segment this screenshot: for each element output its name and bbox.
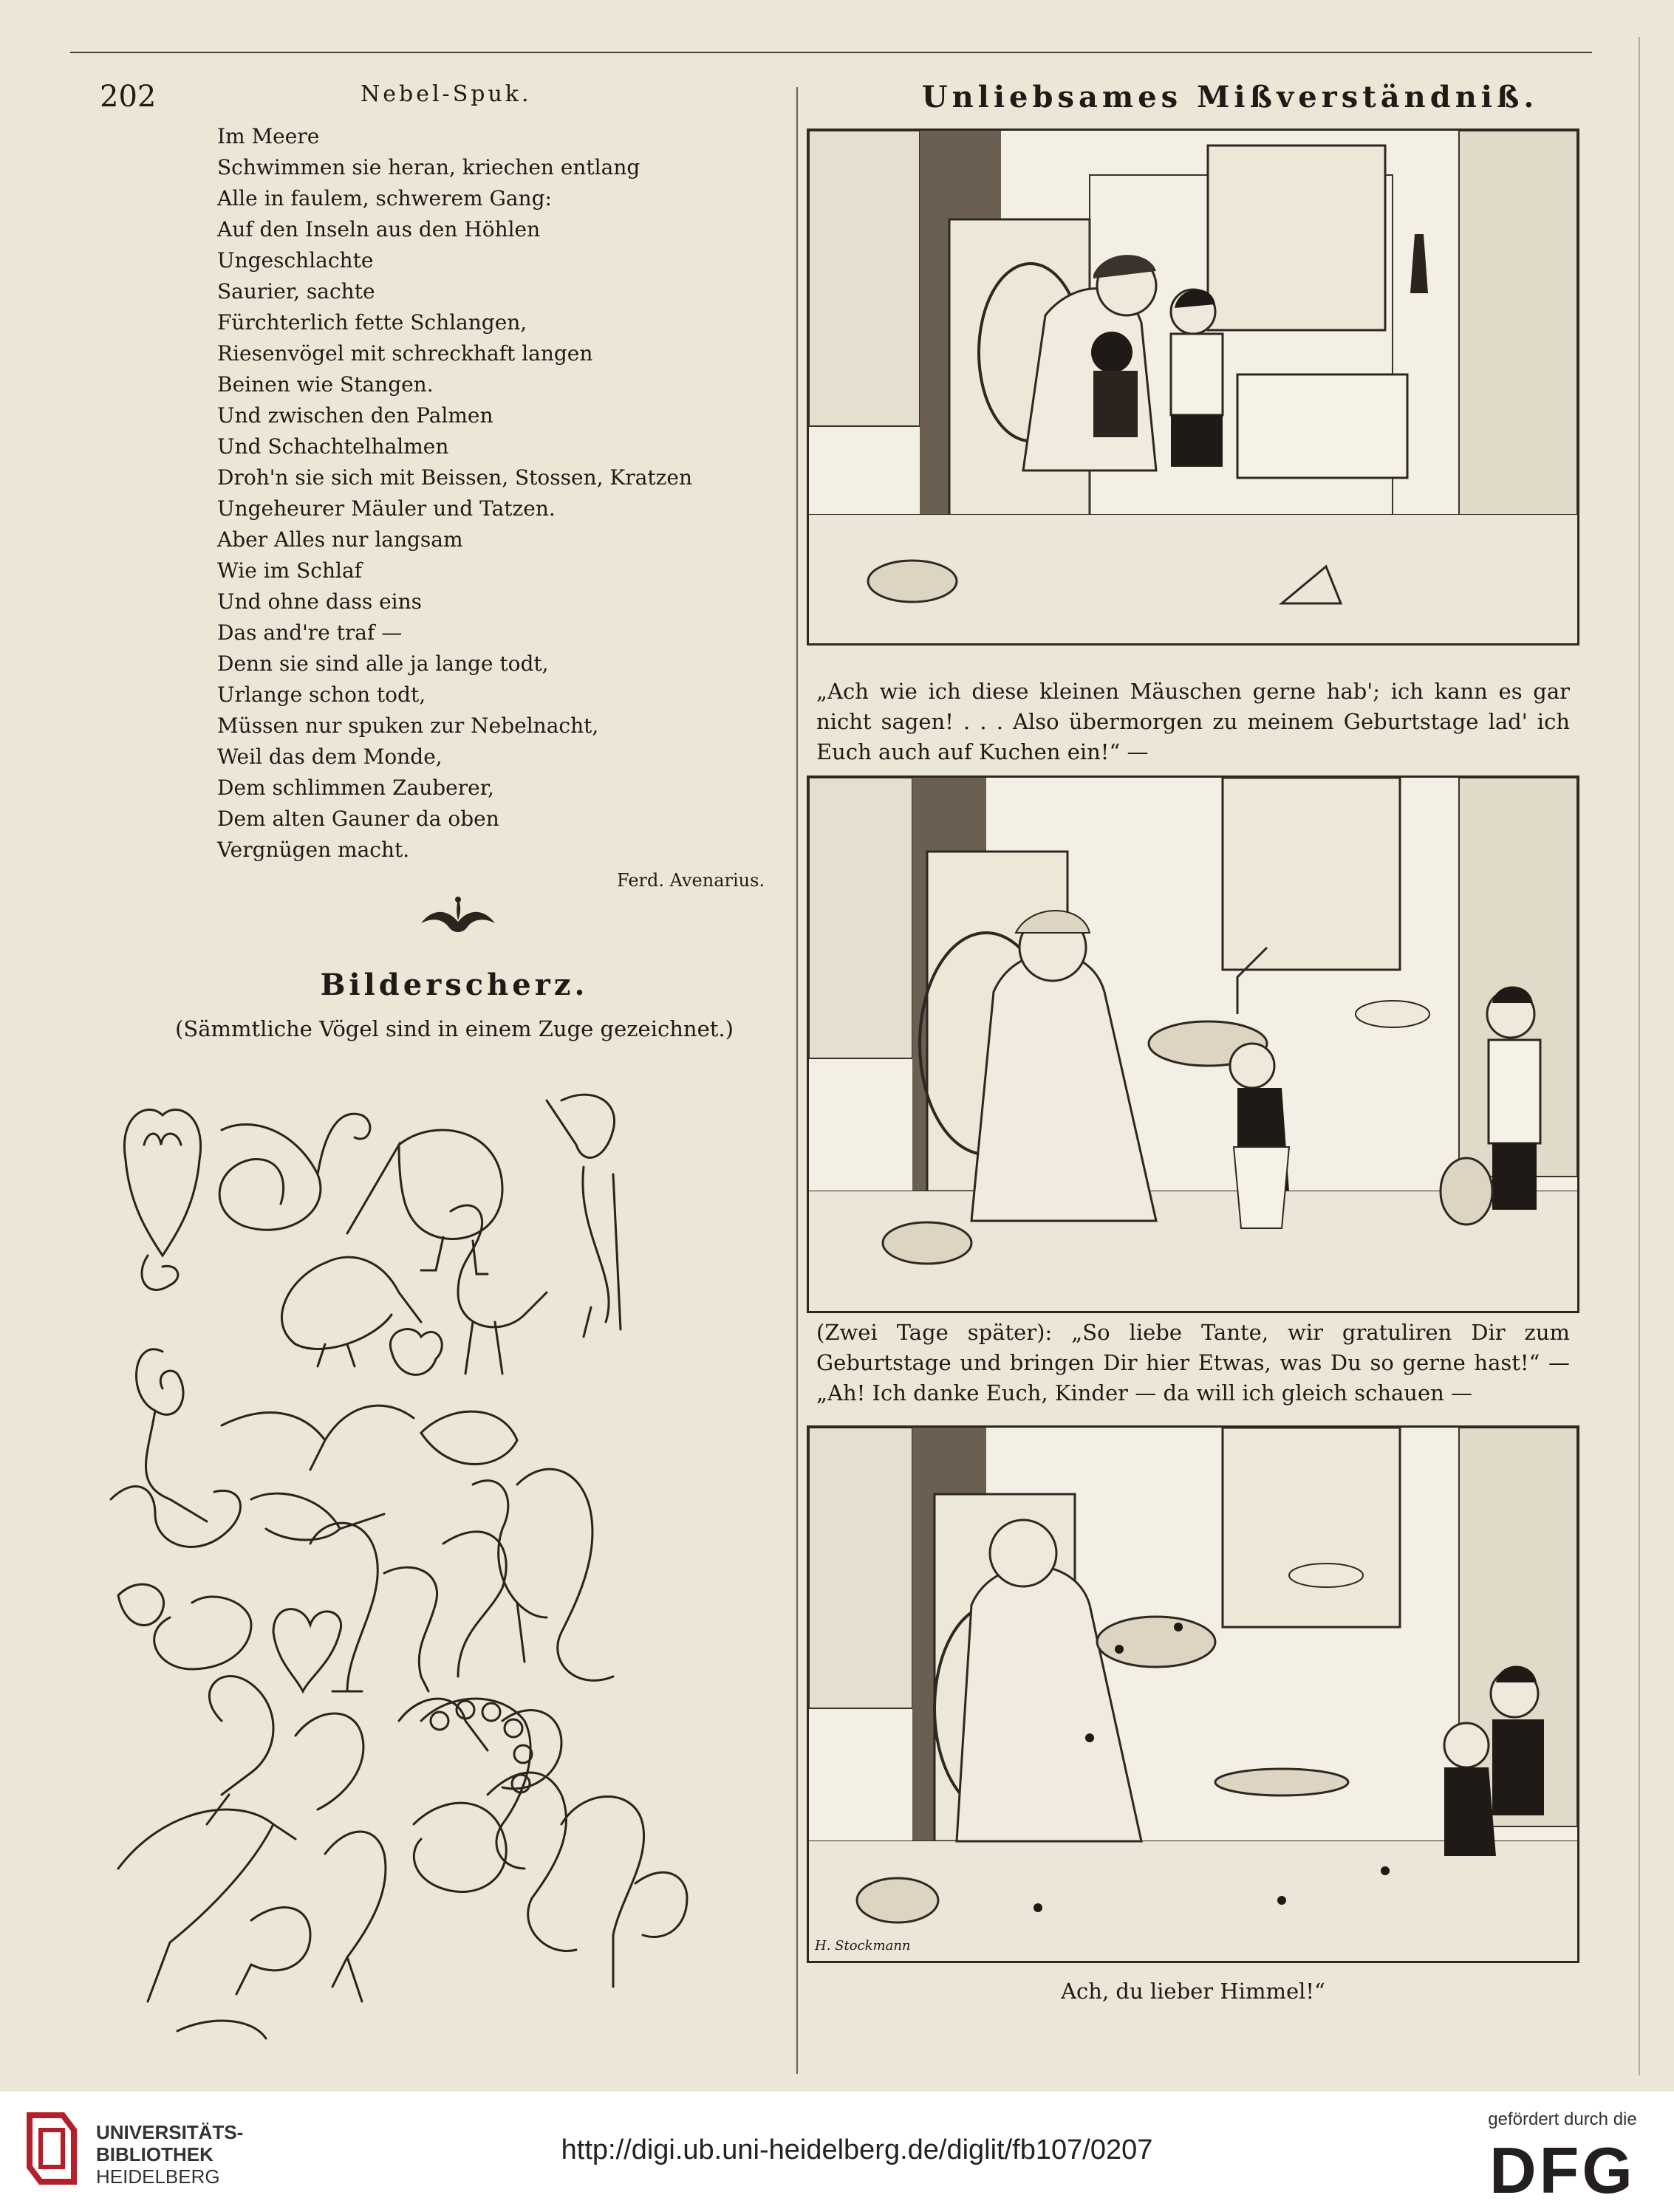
poem-author: Ferd. Avenarius.: [617, 870, 765, 891]
column-divider: [796, 87, 798, 2074]
caption-2: (Zwei Tage später): „So liebe Tante, wir gratuliren Dir zum Geburtstage und bringen Dir hier Etwas, was Du so gerne hast!“ — „Ah! Ich danke Euch, Kinder — da will ich gleich schauen —: [816, 1320, 1570, 1405]
comic-panel-2: [807, 775, 1579, 1313]
poem-line: Weil das dem Monde,: [217, 744, 443, 769]
poem-line: Riesenvögel mit schreckhaft langen: [217, 341, 593, 366]
poem-line: Fürchterlich fette Schlangen,: [217, 310, 527, 335]
comic-panel-1: [807, 129, 1579, 646]
library-name-line: HEIDELBERG: [96, 2165, 220, 2188]
source-url-link[interactable]: http://digi.ub.uni-heidelberg.de/diglit/fb107/0207: [561, 2134, 1153, 2165]
panel-2-illustration: [809, 778, 1577, 1311]
poem-line: Aber Alles nur langsam: [217, 527, 463, 552]
library-name-line: UNIVERSITÄTS-: [96, 2121, 244, 2143]
poem-line: Beinen wie Stangen.: [217, 372, 434, 397]
top-rule: [70, 52, 1592, 53]
library-name-line: BIBLIOTHEK: [96, 2143, 213, 2165]
comic-title: Unliebsames Mißverständniß.: [921, 80, 1539, 114]
poem-line: Auf den Inseln aus den Höhlen: [217, 217, 541, 242]
poem-line: Dem alten Gauner da oben: [217, 807, 499, 831]
poem-line: Droh'n sie sich mit Beissen, Stossen, Kratzen: [217, 465, 693, 490]
poem-line: Ungeheurer Mäuler und Tatzen.: [217, 496, 556, 521]
university-library-logo-icon: [22, 2108, 85, 2195]
page-edge-rule: [1639, 37, 1640, 2075]
bilderscherz-title: Bilderscherz.: [320, 968, 589, 1002]
artist-signature: H. Stockmann: [815, 1938, 911, 1954]
panel-3-illustration: [809, 1428, 1577, 1961]
ornament-flourish-icon: [414, 894, 502, 938]
panel-1-illustration: [809, 131, 1577, 643]
poem-line: Urlange schon todt,: [217, 682, 426, 707]
page-number: 202: [100, 80, 157, 114]
caption-3: Ach, du lieber Himmel!“: [1061, 1979, 1325, 2004]
poem: [217, 121, 779, 866]
footer-bar: [0, 2092, 1674, 2212]
one-stroke-birds-illustration: [103, 1086, 761, 2061]
poem-line: Vergnügen macht.: [217, 838, 410, 862]
poem-line: Ungeschlachte: [217, 248, 374, 273]
poem-line: Im Meere: [217, 124, 320, 148]
library-name: [96, 2121, 243, 2188]
poem-line: Und Schachtelhalmen: [217, 434, 449, 459]
poem-line: Saurier, sachte: [217, 279, 375, 304]
poem-line: Und zwischen den Palmen: [217, 403, 493, 428]
poem-line: Wie im Schlaf: [217, 558, 363, 583]
poem-line: Und ohne dass eins: [217, 589, 423, 614]
comic-panel-3: [807, 1425, 1579, 1963]
caption-1: „Ach wie ich diese kleinen Mäuschen gerne hab'; ich kann es gar nicht sagen! . . . Also übermorgen zu meinem Geburtstage lad' ich Euch auch auf Kuchen ein!“ —: [816, 679, 1570, 764]
dfg-logo: DFG: [1489, 2134, 1636, 2207]
running-head: Nebel-Spuk.: [361, 81, 532, 107]
funded-by-text: gefördert durch die: [1488, 2109, 1637, 2129]
poem-line: Müssen nur spuken zur Nebelnacht,: [217, 713, 599, 738]
bilderscherz-subtitle: (Sämmtliche Vögel sind in einem Zuge gezeichnet.): [175, 1016, 734, 1041]
poem-line: Alle in faulem, schwerem Gang:: [217, 186, 552, 210]
poem-line: Das and're traf —: [217, 620, 403, 645]
poem-line: Schwimmen sie heran, kriechen entlang: [217, 155, 640, 179]
poem-line: Dem schlimmen Zauberer,: [217, 775, 494, 800]
poem-line: Denn sie sind alle ja lange todt,: [217, 651, 549, 676]
